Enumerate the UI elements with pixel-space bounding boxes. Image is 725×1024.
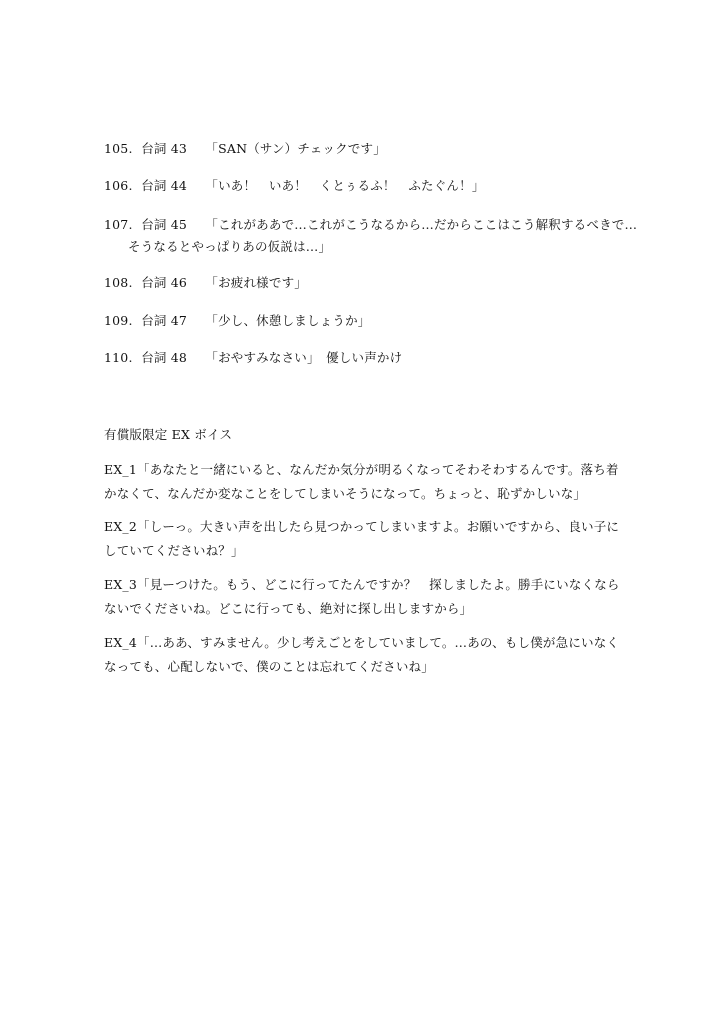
- line-text: 「お疲れ様です」: [205, 275, 307, 290]
- line-tag: 台詞 46: [141, 275, 188, 290]
- ex-voice-2: [104, 515, 634, 563]
- line-text: 「少し、休憩しましょうか」: [205, 313, 371, 328]
- script-line-105: [104, 138, 644, 160]
- line-text: 「いあ！ いあ！ くとぅるふ！ ふたぐん！」: [205, 178, 485, 193]
- line-tag: 台詞 47: [141, 313, 188, 328]
- line-text: 「おやすみなさい」 優しい声かけ: [205, 350, 403, 365]
- ex-line: していてくださいね？」: [104, 543, 244, 558]
- ex-voice-4: [104, 631, 634, 679]
- ex-line: EX_1「あなたと一緒にいると、なんだか気分が明るくなってそわそわするんです。落ち着: [104, 462, 619, 477]
- section-heading: 有償版限定 EX ボイス: [104, 427, 233, 442]
- line-number: 106.: [104, 178, 133, 193]
- script-line-107: [104, 214, 644, 258]
- line-tag: 台詞 44: [141, 178, 188, 193]
- line-number: 110.: [104, 350, 133, 365]
- script-line-108: [104, 272, 644, 294]
- line-tag: 台詞 43: [141, 141, 188, 156]
- ex-line: かなくて、なんだか変なことをしてしまいそうになって。ちょっと、恥ずかしいな」: [104, 486, 587, 501]
- line-number: 105.: [104, 141, 133, 156]
- ex-voice-3: [104, 573, 634, 621]
- line-text: 「SAN（サン）チェックです」: [205, 141, 386, 156]
- line-text: 「これがああで…これがこうなるから…だからここはこう解釈するべきで…: [205, 217, 638, 232]
- ex-line: ないでくださいね。どこに行っても、絶対に探し出しますから」: [104, 601, 473, 616]
- ex-line: なっても、心配しないで、僕のことは忘れてくださいね」: [104, 659, 434, 674]
- ex-line: EX_3「見ーつけた。もう、どこに行ってたんですか？ 探しましたよ。勝手にいなくなら: [104, 577, 620, 592]
- line-number: 109.: [104, 313, 133, 328]
- script-line-110: [104, 347, 644, 369]
- line-tag: 台詞 48: [141, 350, 188, 365]
- script-line-106: [104, 175, 644, 197]
- ex-line: EX_4「…ああ、すみません。少し考えごとをしていまして。…あの、もし僕が急にいなく: [104, 635, 620, 650]
- ex-line: EX_2「しーっ。大きい声を出したら見つかってしまいますよ。お願いですから、良い子に: [104, 519, 620, 534]
- line-tag: 台詞 45: [141, 217, 188, 232]
- ex-voice-1: [104, 458, 634, 506]
- line-text-continuation: そうなるとやっぱりあの仮説は…」: [128, 239, 332, 254]
- script-line-109: [104, 310, 644, 332]
- line-number: 107.: [104, 217, 133, 232]
- line-number: 108.: [104, 275, 133, 290]
